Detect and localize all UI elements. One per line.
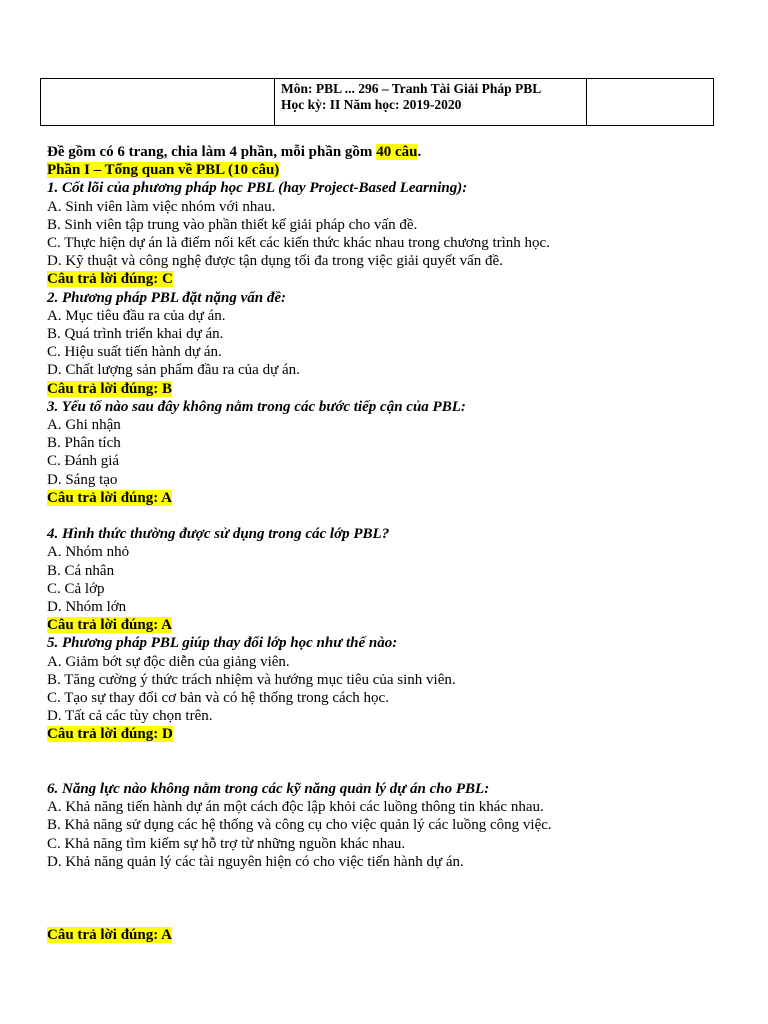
option-b: B. Khả năng sử dụng các hệ thống và công cụ cho việc quản lý các luồng công việc. [47, 817, 552, 834]
question-text: 3. Yếu tố nào sau đây không nằm trong các bước tiếp cận của PBL: [47, 398, 466, 415]
option-b: B. Phân tích [47, 435, 121, 452]
option-d: D. Sáng tạo [47, 471, 118, 488]
option-a: A. Giảm bớt sự độc diễn của giảng viên. [47, 653, 290, 670]
option-a: A. Ghi nhận [47, 417, 121, 434]
header-table [40, 78, 714, 126]
answer-text: Câu trả lời đúng: C [47, 271, 173, 288]
answer-text: Câu trả lời đúng: D [47, 726, 173, 743]
option-b: B. Sinh viên tập trung vào phần thiết kế giải pháp cho vấn đề. [47, 216, 418, 233]
option-d: D. Nhóm lớn [47, 599, 127, 616]
question-block [47, 179, 727, 288]
spacer [47, 744, 727, 780]
option-b: B. Cá nhân [47, 562, 115, 579]
option-a: A. Mục tiêu đầu ra của dự án. [47, 307, 226, 324]
answer-line [47, 270, 727, 288]
option-d: D. Tất cả các tùy chọn trên. [47, 708, 213, 725]
answer-line [47, 616, 727, 634]
question-text: 2. Phương pháp PBL đặt nặng vấn đề: [47, 289, 287, 306]
question-block [47, 634, 727, 743]
option-b: B. Quá trình triển khai dự án. [47, 326, 224, 343]
header-cell-middle [275, 79, 587, 126]
option-b: B. Tăng cường ý thức trách nhiệm và hướng mục tiêu của sinh viên. [47, 671, 456, 688]
answer-text: Câu trả lời đúng: B [47, 380, 172, 397]
answer-line [47, 489, 727, 507]
spacer [47, 507, 727, 525]
answer-text: Câu trả lời đúng: A [47, 926, 172, 943]
intro-text: Đề gồm có 6 trang, chia làm 4 phần, mỗi phần gồm [47, 144, 377, 160]
option-d: D. Chất lượng sản phẩm đầu ra của dự án. [47, 362, 300, 379]
option-d: D. Kỹ thuật và công nghệ được tận dụng tối đa trong việc giải quyết vấn đề. [47, 253, 503, 270]
question-block [47, 289, 727, 398]
intro-highlight: 40 câu [376, 144, 418, 160]
question-text: 1. Cốt lõi của phương pháp học PBL (hay Project-Based Learning): [47, 180, 468, 197]
intro-line [47, 143, 727, 161]
question-block [47, 780, 727, 944]
option-c: C. Hiệu suất tiến hành dự án. [47, 344, 222, 361]
answer-text: Câu trả lời đúng: A [47, 617, 172, 634]
part-title-text: Phần I – Tổng quan về PBL (10 câu) [47, 162, 280, 179]
answer-text: Câu trả lời đúng: A [47, 489, 172, 506]
question-text: 4. Hình thức thường được sử dụng trong các lớp PBL? [47, 526, 390, 543]
option-c: C. Cả lớp [47, 580, 105, 597]
answer-line [47, 725, 727, 743]
header-cell-left [41, 79, 275, 126]
question-text: 6. Năng lực nào không nằm trong các kỹ năng quản lý dự án cho PBL: [47, 781, 490, 798]
option-a: A. Sinh viên làm việc nhóm với nhau. [47, 198, 276, 215]
option-c: C. Thực hiện dự án là điểm nối kết các kiến thức khác nhau trong chương trình học. [47, 235, 550, 252]
option-c: C. Khả năng tìm kiếm sự hỗ trợ từ những nguồn khác nhau. [47, 835, 406, 852]
exam-content [47, 143, 727, 944]
answer-line [47, 926, 727, 944]
answer-line [47, 380, 727, 398]
spacer [47, 871, 727, 926]
option-d: D. Khả năng quản lý các tài nguyên hiện có cho việc tiến hành dự án. [47, 853, 464, 870]
term-line: Học kỳ: II Năm học: 2019-2020 [281, 97, 462, 112]
option-c: C. Đánh giá [47, 453, 120, 470]
option-a: A. Khả năng tiến hành dự án một cách độc lập khỏi các luồng thông tin khác nhau. [47, 799, 544, 816]
part-title [47, 161, 727, 179]
option-a: A. Nhóm nhỏ [47, 544, 130, 561]
subject-line: Môn: PBL ... 296 – Tranh Tài Giải Pháp PBL [281, 81, 542, 96]
intro-end: . [417, 144, 422, 160]
option-c: C. Tạo sự thay đổi cơ bản và có hệ thống trong cách học. [47, 690, 389, 707]
question-block [47, 398, 727, 507]
header-cell-right [587, 79, 714, 126]
question-text: 5. Phương pháp PBL giúp thay đổi lớp học như thế nào: [47, 635, 398, 652]
question-block [47, 525, 727, 634]
